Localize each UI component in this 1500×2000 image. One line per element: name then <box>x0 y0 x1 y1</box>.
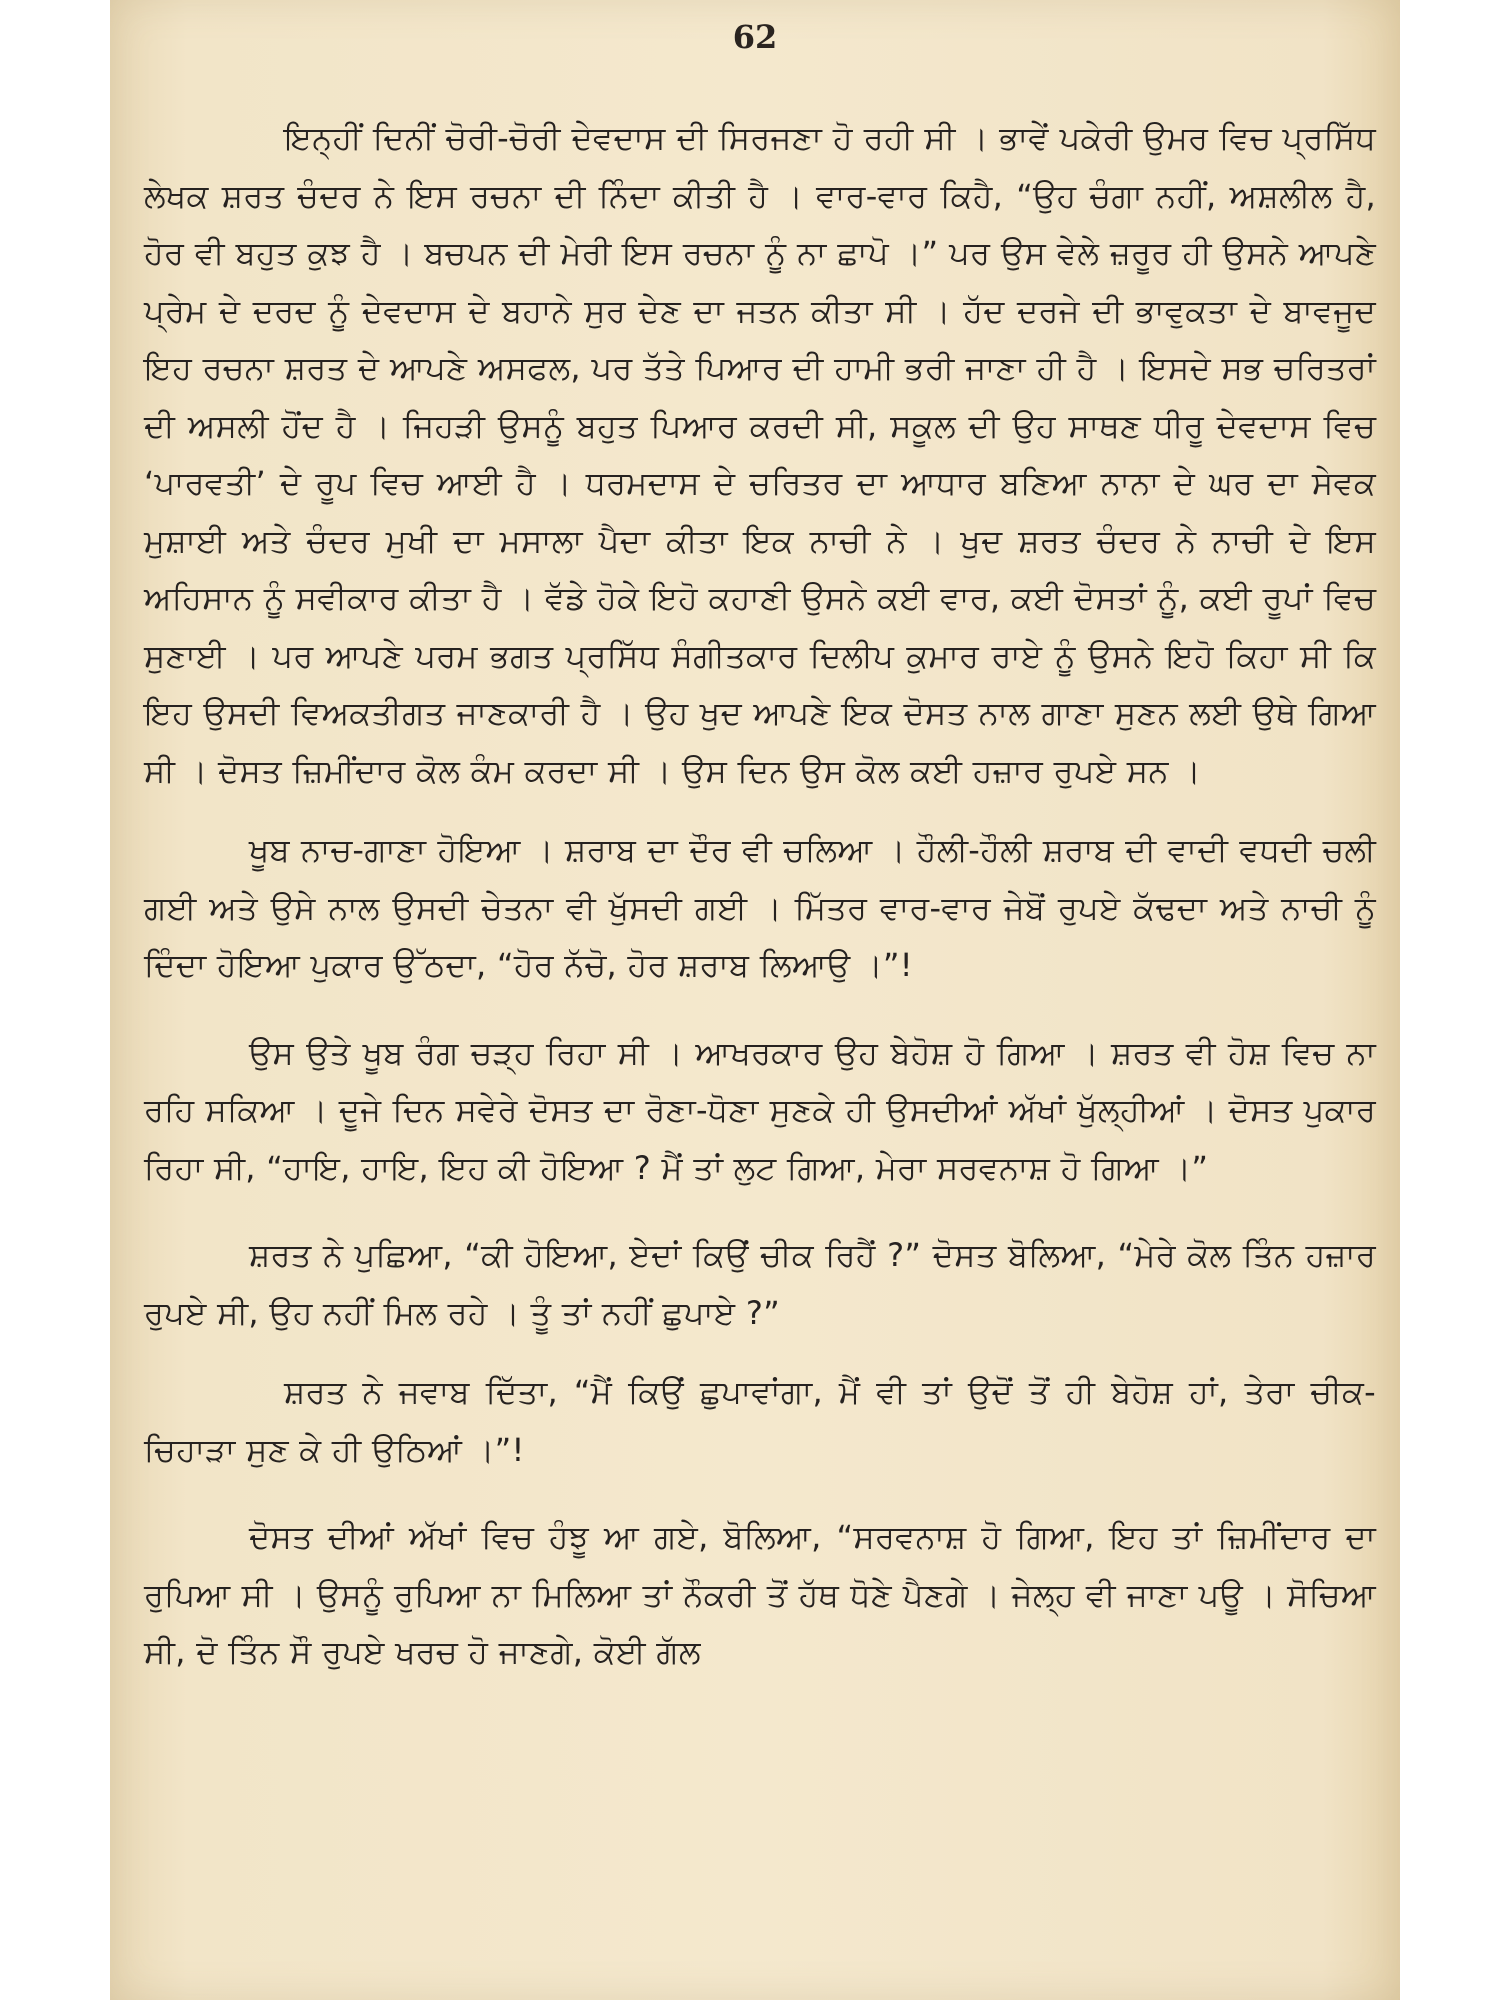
paragraph-2: ਖੂਬ ਨਾਚ-ਗਾਣਾ ਹੋਇਆ । ਸ਼ਰਾਬ ਦਾ ਦੌਰ ਵੀ ਚਲਿਆ । ਹੌਲੀ-ਹੌਲੀ ਸ਼ਰਾਬ ਦੀ ਵਾਦੀ ਵਧਦੀ ਚਲੀ ਗਈ ਅਤੇ ਉਸੇ ਨਾਲ ਉਸਦੀ ਚੇਤਨਾ ਵੀ ਖੁੱਸਦੀ ਗਈ । ਮਿੱਤਰ ਵਾਰ-ਵਾਰ ਜੇਬੋਂ ਰੁਪਏ ਕੱਢਦਾ ਅਤੇ ਨਾਚੀ ਨੂੰ ਦਿੰਦਾ ਹੋਇਆ ਪੁਕਾਰ ਉੱਠਦਾ, “ਹੋਰ ਨੱਚੋ, ਹੋਰ ਸ਼ਰਾਬ ਲਿਆਉ ।”! <box>144 831 1376 984</box>
paragraph-5: ਸ਼ਰਤ ਨੇ ਜਵਾਬ ਦਿੱਤਾ, “ਮੈਂ ਕਿਉਂ ਛੁਪਾਵਾਂਗਾ, ਮੈਂ ਵੀ ਤਾਂ ਉਦੋਂ ਤੋਂ ਹੀ ਬੇਹੋਸ਼ ਹਾਂ, ਤੇਰਾ ਚੀਕ-ਚਿਹਾੜਾ ਸੁਣ ਕੇ ਹੀ ਉਠਿਆਂ ।”! <box>144 1373 1376 1469</box>
page-number: 62 <box>732 18 778 56</box>
book-page <box>110 0 1400 2000</box>
page-body <box>144 110 1376 1682</box>
paragraph-3: ਉਸ ਉਤੇ ਖੂਬ ਰੰਗ ਚੜ੍ਹ ਰਿਹਾ ਸੀ । ਆਖਰਕਾਰ ਉਹ ਬੇਹੋਸ਼ ਹੋ ਗਿਆ । ਸ਼ਰਤ ਵੀ ਹੋਸ਼ ਵਿਚ ਨਾ ਰਹਿ ਸਕਿਆ । ਦੂਜੇ ਦਿਨ ਸਵੇਰੇ ਦੋਸਤ ਦਾ ਰੋਣਾ-ਧੋਣਾ ਸੁਣਕੇ ਹੀ ਉਸਦੀਆਂ ਅੱਖਾਂ ਖੁੱਲ੍ਹੀਆਂ । ਦੋਸਤ ਪੁਕਾਰ ਰਿਹਾ ਸੀ, “ਹਾਇ, ਹਾਇ, ਇਹ ਕੀ ਹੋਇਆ ? ਮੈਂ ਤਾਂ ਲੁਟ ਗਿਆ, ਮੇਰਾ ਸਰਵਨਾਸ਼ ਹੋ ਗਿਆ ।” <box>144 1033 1376 1187</box>
paragraph-6: ਦੋਸਤ ਦੀਆਂ ਅੱਖਾਂ ਵਿਚ ਹੰਝੂ ਆ ਗਏ, ਬੋਲਿਆ, “ਸਰਵਨਾਸ਼ ਹੋ ਗਿਆ, ਇਹ ਤਾਂ ਜ਼ਿਮੀਂਦਾਰ ਦਾ ਰੁਪਿਆ ਸੀ । ਉਸਨੂੰ ਰੁਪਿਆ ਨਾ ਮਿਲਿਆ ਤਾਂ ਨੌਕਰੀ ਤੋਂ ਹੱਥ ਧੋਣੇ ਪੈਣਗੇ । ਜੇਲ੍ਹ ਵੀ ਜਾਣਾ ਪਊ । ਸੋਚਿਆ ਸੀ, ਦੋ ਤਿੰਨ ਸੌ ਰੁਪਏ ਖਰਚ ਹੋ ਜਾਣਗੇ, ਕੋਈ ਗੱਲ <box>144 1518 1376 1671</box>
paragraph-1: ਇਨ੍ਹੀਂ ਦਿਨੀਂ ਚੋਰੀ-ਚੋਰੀ ਦੇਵਦਾਸ ਦੀ ਸਿਰਜਣਾ ਹੋ ਰਹੀ ਸੀ । ਭਾਵੇਂ ਪਕੇਰੀ ਉਮਰ ਵਿਚ ਪ੍ਰਸਿੱਧ ਲੇਖਕ ਸ਼ਰਤ ਚੰਦਰ ਨੇ ਇਸ ਰਚਨਾ ਦੀ ਨਿੰਦਾ ਕੀਤੀ ਹੈ । ਵਾਰ-ਵਾਰ ਕਿਹੈ, “ਉਹ ਚੰਗਾ ਨਹੀਂ, ਅਸ਼ਲੀਲ ਹੈ, ਹੋਰ ਵੀ ਬਹੁਤ ਕੁਝ ਹੈ । ਬਚਪਨ ਦੀ ਮੇਰੀ ਇਸ ਰਚਨਾ ਨੂੰ ਨਾ ਛਾਪੋ ।” ਪਰ ਉਸ ਵੇਲੇ ਜ਼ਰੂਰ ਹੀ ਉਸਨੇ ਆਪਣੇ ਪ੍ਰੇਮ ਦੇ ਦਰਦ ਨੂੰ ਦੇਵਦਾਸ ਦੇ ਬਹਾਨੇ ਸੁਰ ਦੇਣ ਦਾ ਜਤਨ ਕੀਤਾ ਸੀ । ਹੱਦ ਦਰਜੇ ਦੀ ਭਾਵੁਕਤਾ ਦੇ ਬਾਵਜੂਦ ਇਹ ਰਚਨਾ ਸ਼ਰਤ ਦੇ ਆਪਣੇ ਅਸਫਲ, ਪਰ ਤੱਤੇ ਪਿਆਰ ਦੀ ਹਾਮੀ ਭਰੀ ਜਾਣਾ ਹੀ ਹੈ । ਇਸਦੇ ਸਭ ਚਰਿਤਰਾਂ ਦੀ ਅਸਲੀ ਹੋਂਦ ਹੈ । ਜਿਹੜੀ ਉਸਨੂੰ ਬਹੁਤ ਪਿਆਰ ਕਰਦੀ ਸੀ, ਸਕੂਲ ਦੀ ਉਹ ਸਾਥਣ ਧੀਰੂ ਦੇਵਦਾਸ ਵਿਚ ‘ਪਾਰਵਤੀ’ ਦੇ ਰੂਪ ਵਿਚ ਆਈ ਹੈ । ਧਰਮਦਾਸ ਦੇ ਚਰਿਤਰ ਦਾ ਆਧਾਰ ਬਣਿਆ ਨਾਨਾ ਦੇ ਘਰ ਦਾ ਸੇਵਕ ਮੁਸ਼ਾਈ ਅਤੇ ਚੰਦਰ ਮੁਖੀ ਦਾ ਮਸਾਲਾ ਪੈਦਾ ਕੀਤਾ ਇਕ ਨਾਚੀ ਨੇ । ਖੁਦ ਸ਼ਰਤ ਚੰਦਰ ਨੇ ਨਾਚੀ ਦੇ ਇਸ ਅਹਿਸਾਨ ਨੂੰ ਸਵੀਕਾਰ ਕੀਤਾ ਹੈ । ਵੱਡੇ ਹੋਕੇ ਇਹੋ ਕਹਾਣੀ ਉਸਨੇ ਕਈ ਵਾਰ, ਕਈ ਦੋਸਤਾਂ ਨੂੰ, ਕਈ ਰੂਪਾਂ ਵਿਚ ਸੁਣਾਈ । ਪਰ ਆਪਣੇ ਪਰਮ ਭਗਤ ਪ੍ਰਸਿੱਧ ਸੰਗੀਤਕਾਰ ਦਿਲੀਪ ਕੁਮਾਰ ਰਾਏ ਨੂੰ ਉਸਨੇ ਇਹੋ ਕਿਹਾ ਸੀ ਕਿ ਇਹ ਉਸਦੀ ਵਿਅਕਤੀਗਤ ਜਾਣਕਾਰੀ ਹੈ । ਉਹ ਖੁਦ ਆਪਣੇ ਇਕ ਦੋਸਤ ਨਾਲ ਗਾਣਾ ਸੁਣਨ ਲਈ ਉਥੇ ਗਿਆ ਸੀ । ਦੋਸਤ ਜ਼ਿਮੀਂਦਾਰ ਕੋਲ ਕੰਮ ਕਰਦਾ ਸੀ । ਉਸ ਦਿਨ ਉਸ ਕੋਲ ਕਈ ਹਜ਼ਾਰ ਰੁਪਏ ਸਨ । <box>144 119 1376 790</box>
paragraph-4: ਸ਼ਰਤ ਨੇ ਪੁਛਿਆ, “ਕੀ ਹੋਇਆ, ਏਦਾਂ ਕਿਉਂ ਚੀਕ ਰਿਹੈਂ ?” ਦੋਸਤ ਬੋਲਿਆ, “ਮੇਰੇ ਕੋਲ ਤਿੰਨ ਹਜ਼ਾਰ ਰੁਪਏ ਸੀ, ਉਹ ਨਹੀਂ ਮਿਲ ਰਹੇ । ਤੂੰ ਤਾਂ ਨਹੀਂ ਛੁਪਾਏ ?” <box>144 1236 1376 1332</box>
